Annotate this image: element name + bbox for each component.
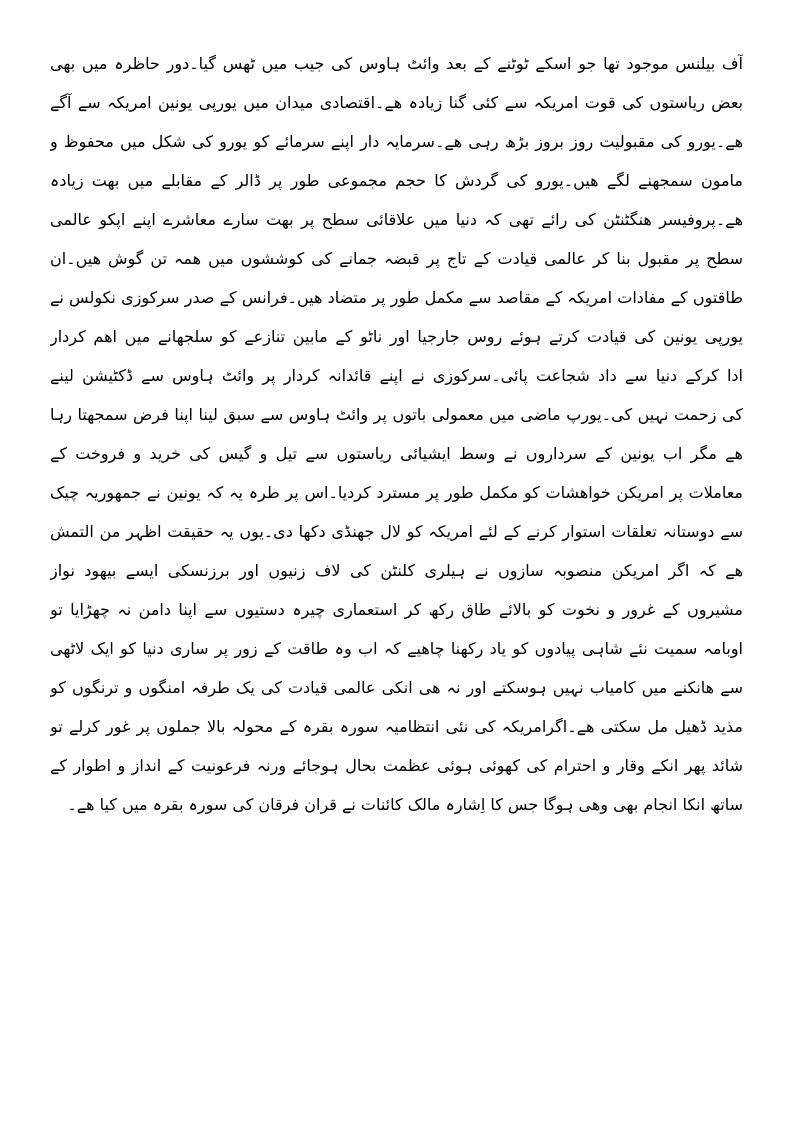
paragraph-line: سطح پر مقبول بنا کر عالمی قیادت کے تاج پر قبضہ جمانے کی کوششوں میں ھمہ تن گوش ھیں۔ان (50, 249, 743, 268)
paragraph-line: مذید ڈھیل مل سکتی ھے۔اگرامریکہ کی نئی انتظامیہ سورہ بقرہ کے محولہ بالا جملوں پر غور کرلے تو (50, 717, 743, 736)
paragraph-line: مامون سمجھنے لگے ھیں۔یورو کی گردش کا حجم مجموعی طور پر ڈالر کے مقابلے میں بھت زیادہ (50, 171, 743, 190)
paragraph-line: کی زحمت نہیں کی۔یورپ ماضی میں معمولی باتوں پر وائٹ ہاوس سے سبق لینا اپنا فرض سمجھتا رہا (50, 405, 743, 424)
paragraph-line: یورپی یونین کی قیادت کرتے ہوئے روس جارجیا اور ناٹو کے مابین تنازعے کو سلجھانے میں اھم کردار (50, 327, 743, 346)
paragraph-line: ھے مگر اب یونین کے سرداروں نے وسط ایشیائی ریاستوں سے تیل و گیس کی خرید و فروخت کے (50, 444, 743, 463)
paragraph-line: شائد پھر انکے وقار و احترام کی کھوئی ہوئی عظمت بحال ہوجائے ورنہ فرعونیت کے انداز و اطوار کے (50, 756, 743, 775)
paragraph-line: آف بیلنس موجود تھا جو اسکے ٹوٹنے کے بعد وائٹ ہاوس کی جیب میں ٹھس گیا۔دور حاظرہ میں بھی (50, 54, 743, 73)
paragraph-line: ھے کہ اگر امریکن منصوبہ سازوں نے ہیلری کلنٹن کی لاف زنیوں اور برزنسکی ایسے بیھود نواز (50, 561, 743, 580)
paragraph-line: بعض ریاستوں کی قوت امریکہ سے کئی گنا زیادہ ھے۔اقتصادی میدان میں یورپی یونین امریکہ سے آگے (50, 93, 743, 112)
paragraph-line: ساتھ انکا انجام بھی وھی ہوگا جس کا اِشارہ مالک کائنات نے قران فرقان کی سورہ بقرہ میں کیا ھے۔ (67, 795, 743, 814)
paragraph-line: سے دوستانہ تعلقات استوار کرنے کے لئے امریکہ کو لال جھنڈی دکھا دی۔یوں یہ حقیقت اظہر من التمش (50, 522, 743, 541)
paragraph-line: ھے۔یورو کی مقبولیت روز بروز بڑھ رہی ھے۔سرمایہ دار اپنے سرمائے کو یورو کی شکل میں محفوظ و (50, 132, 743, 151)
paragraph-line: مشیروں کے غرور و نخوت کو بالائے طاق رکھ کر استعماری چیرہ دستیوں سے اپنا دامن نہ چھڑایا تو (50, 600, 743, 619)
paragraph-line: معاملات پر امریکن خواھشات کو مکمل طور پر مسترد کردیا۔اس پر طرہ یہ کہ یونین نے جمھوریہ چیک (50, 483, 743, 502)
paragraph-line: طاقتوں کے مفادات امریکہ کے مقاصد سے مکمل طور پر متضاد ھیں۔فرانس کے صدر سرکوزی نکولس نے (50, 288, 743, 307)
paragraph-line: ھے۔پروفیسر ھنگٹنٹن کی رائے تھی کہ دنیا میں علاقائی سطح پر بھت سارے معاشرے اپنے اپکو عالمی (50, 210, 743, 229)
paragraph-line: سے ھانکنے میں کامیاب نہیں ہوسکتے اور نہ ھی انکی عالمی قیادت کی یک طرفہ امنگوں و ترنگوں کو (50, 678, 743, 697)
paragraph-line: ادا کرکے دنیا سے داد شجاعت پائی۔سرکوزی نے اپنے قائدانہ کردار پر وائٹ ہاوس سے ڈکٹیشن لینے (50, 366, 743, 385)
urdu-paragraph (50, 44, 743, 824)
paragraph-line: اوبامہ سمیت نئے شاہی پیادوں کو یاد رکھنا چاھیے کہ اب وہ طاقت کے زور پر ساری دنیا کو ایک لاٹھی (50, 639, 743, 658)
